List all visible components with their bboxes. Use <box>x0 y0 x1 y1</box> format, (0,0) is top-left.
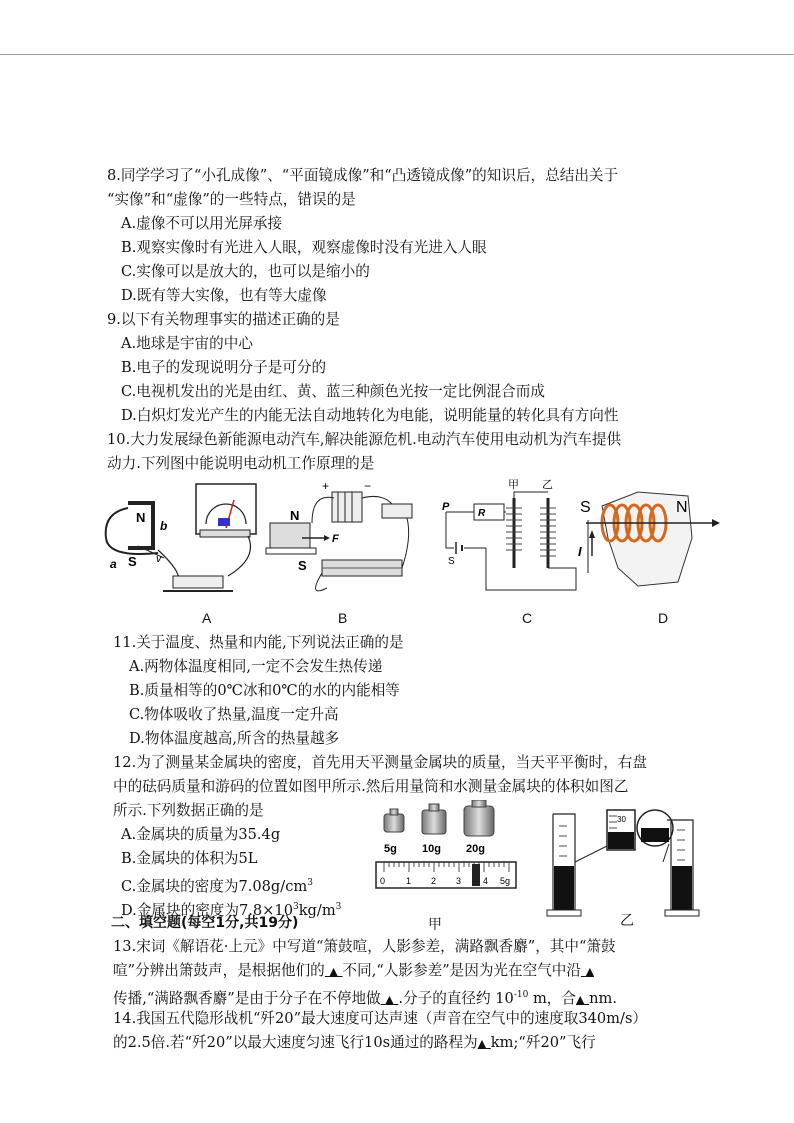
q10-label-b: B <box>338 610 348 626</box>
q12-option-d: D.金属块的密度为$7.8\times 10^3kg/m^3$ <box>121 902 342 919</box>
q13-blank-1[interactable]: ▲ <box>329 965 338 978</box>
q12-option-a: A.金属块的质量为35.4g <box>121 826 281 843</box>
q12-figure-yi-caption: 乙 <box>620 912 634 928</box>
fig-a-a-label: a <box>110 557 117 571</box>
q12-figure-jia <box>372 800 522 918</box>
ruler-tick-3: 3 <box>456 876 462 886</box>
q12-figure-jia-caption: 甲 <box>428 916 442 932</box>
fig-c-yi-label: 乙 <box>542 479 553 491</box>
weight-5g-label: 5g <box>384 843 397 855</box>
fig-a-s-label: S <box>128 554 137 569</box>
fig-d-i-label: I <box>578 544 582 559</box>
q10-figure-a <box>98 478 258 608</box>
fig-a-b-label: b <box>160 519 168 533</box>
q10-figure-c <box>436 478 586 608</box>
q9-option-b: B.电子的发现说明分子是可分的 <box>121 359 327 376</box>
q10-label-a: A <box>202 610 212 626</box>
q13-blank-3[interactable]: ▲ <box>385 993 394 1006</box>
ruler-tick-1: 1 <box>406 876 412 886</box>
fig-d-n-label: N <box>676 499 688 516</box>
fig-c-s-label: S <box>448 556 455 567</box>
section-2-title: 二、填空题(每空1分,共19分) <box>111 915 299 931</box>
fig-c-r-label: R <box>478 508 486 519</box>
q9-option-c: C.电视机发出的光是由红、黄、蓝三种颜色光按一定比例混合而成 <box>121 383 545 400</box>
q13-line2: 喧”分辨出箫鼓声，是根据他们的 ▲ 不同,“人影参差”是因为光在空气中沿 ▲ <box>113 962 595 979</box>
fig-b-n-label: N <box>290 508 300 523</box>
fig-b-f-label: F <box>332 533 339 545</box>
q11-option-d: D.物体温度越高,所含的热量越多 <box>129 730 340 747</box>
q12-option-c: C.金属块的密度为$7.08g/cm^3$ <box>121 878 313 895</box>
q8-stem-line2: “实像”和“虚像”的一些特点，错误的是 <box>107 191 356 208</box>
q10-label-c: C <box>522 610 533 626</box>
q12-stem-line2: 中的砝码质量和游码的位置如图甲所示.然后用量筒和水测量金属块的体积如图乙 <box>113 778 629 795</box>
q13-line3: 传播,“满路飘香麝”是由于分子在不停地做 ▲ .分子的直径约 $10^{-10}$ m，合▲ nm. <box>113 990 617 1007</box>
q8-option-b: B.观察实像时有光进入人眼，观察虚像时没有光进入人眼 <box>121 239 487 256</box>
weight-20g-label: 20g <box>466 843 485 855</box>
q14-line2: 的2.5倍.若“歼20”以最大速度匀速飞行10s通过的路程为▲ km;“歼20”飞行 <box>113 1034 596 1051</box>
q11-option-b: B.质量相等的0℃冰和0℃的水的内能相等 <box>129 682 400 699</box>
fig-c-jia-label: 甲 <box>508 479 519 491</box>
q10-stem-line2: 动力.下列图中能说明电动机工作原理的是 <box>107 455 375 472</box>
q12-stem-line1: 12.为了测量某金属块的密度，首先用天平测量金属块的质量，当天平平衡时，右盘 <box>113 754 647 771</box>
q14-line1: 14.我国五代隐形战机“歼20”最大速度可达声速（声音在空气中的速度取340m/s） <box>113 1010 648 1027</box>
ruler-tick-4: 4 <box>483 876 489 886</box>
q8-option-d: D.既有等大实像，也有等大虚像 <box>121 287 327 304</box>
q11-stem: 11.关于温度、热量和内能,下列说法正确的是 <box>113 634 404 651</box>
q8-option-a: A.虚像不可以用光屏承接 <box>121 215 283 232</box>
q9-stem: 9.以下有关物理事实的描述正确的是 <box>107 311 340 328</box>
q10-stem-line1: 10.大力发展绿色新能源电动汽车,解决能源危机.电动汽车使用电动机为汽车提供 <box>107 431 622 448</box>
fig-a-v-label: v <box>156 553 162 565</box>
q9-option-d: D.白炽灯发光产生的内能无法自动地转化为电能，说明能量的转化具有方向性 <box>121 407 619 424</box>
fig-d-s-label: S <box>580 499 591 516</box>
header-rule <box>0 54 794 55</box>
q9-option-a: A.地球是宇宙的中心 <box>121 335 253 352</box>
ruler-tick-5: 5g <box>500 876 511 886</box>
q10-figure-d <box>578 478 728 608</box>
q12-figure-yi <box>545 806 705 924</box>
q12-stem-line3: 所示.下列数据正确的是 <box>113 802 264 819</box>
ruler-tick-2: 2 <box>431 876 437 886</box>
q13-blank-4[interactable]: ▲ <box>576 993 585 1006</box>
q8-option-c: C.实像可以是放大的，也可以是缩小的 <box>121 263 370 280</box>
q13-line1: 13.宋词《解语花·上元》中写道“箫鼓喧，人影参差，满路飘香麝”，其中“箫鼓 <box>113 938 616 955</box>
fig-c-p-label: P <box>442 501 450 513</box>
q12-option-b: B.金属块的体积为5L <box>121 850 258 867</box>
fig-b-plus-label: + <box>322 479 330 493</box>
ruler-tick-0: 0 <box>380 876 386 886</box>
q11-option-a: A.两物体温度相同,一定不会发生热传递 <box>129 658 383 675</box>
q13-blank-2[interactable]: ▲ <box>585 965 595 978</box>
weight-10g-label: 10g <box>422 843 441 855</box>
q11-option-c: C.物体吸收了热量,温度一定升高 <box>129 706 339 723</box>
fig-a-n-label: N <box>136 510 146 525</box>
q14-blank-1[interactable]: ▲ <box>477 1037 487 1050</box>
fig-b-s-label: S <box>298 558 307 573</box>
q10-figure-b <box>262 478 422 608</box>
q10-label-d: D <box>658 610 669 626</box>
cylinder-mark-30: 30 <box>617 815 626 824</box>
q8-stem-line1: 8.同学学习了“小孔成像”、“平面镜成像”和“凸透镜成像”的知识后，总结出关于 <box>107 167 619 184</box>
fig-b-minus-label: − <box>364 479 372 493</box>
